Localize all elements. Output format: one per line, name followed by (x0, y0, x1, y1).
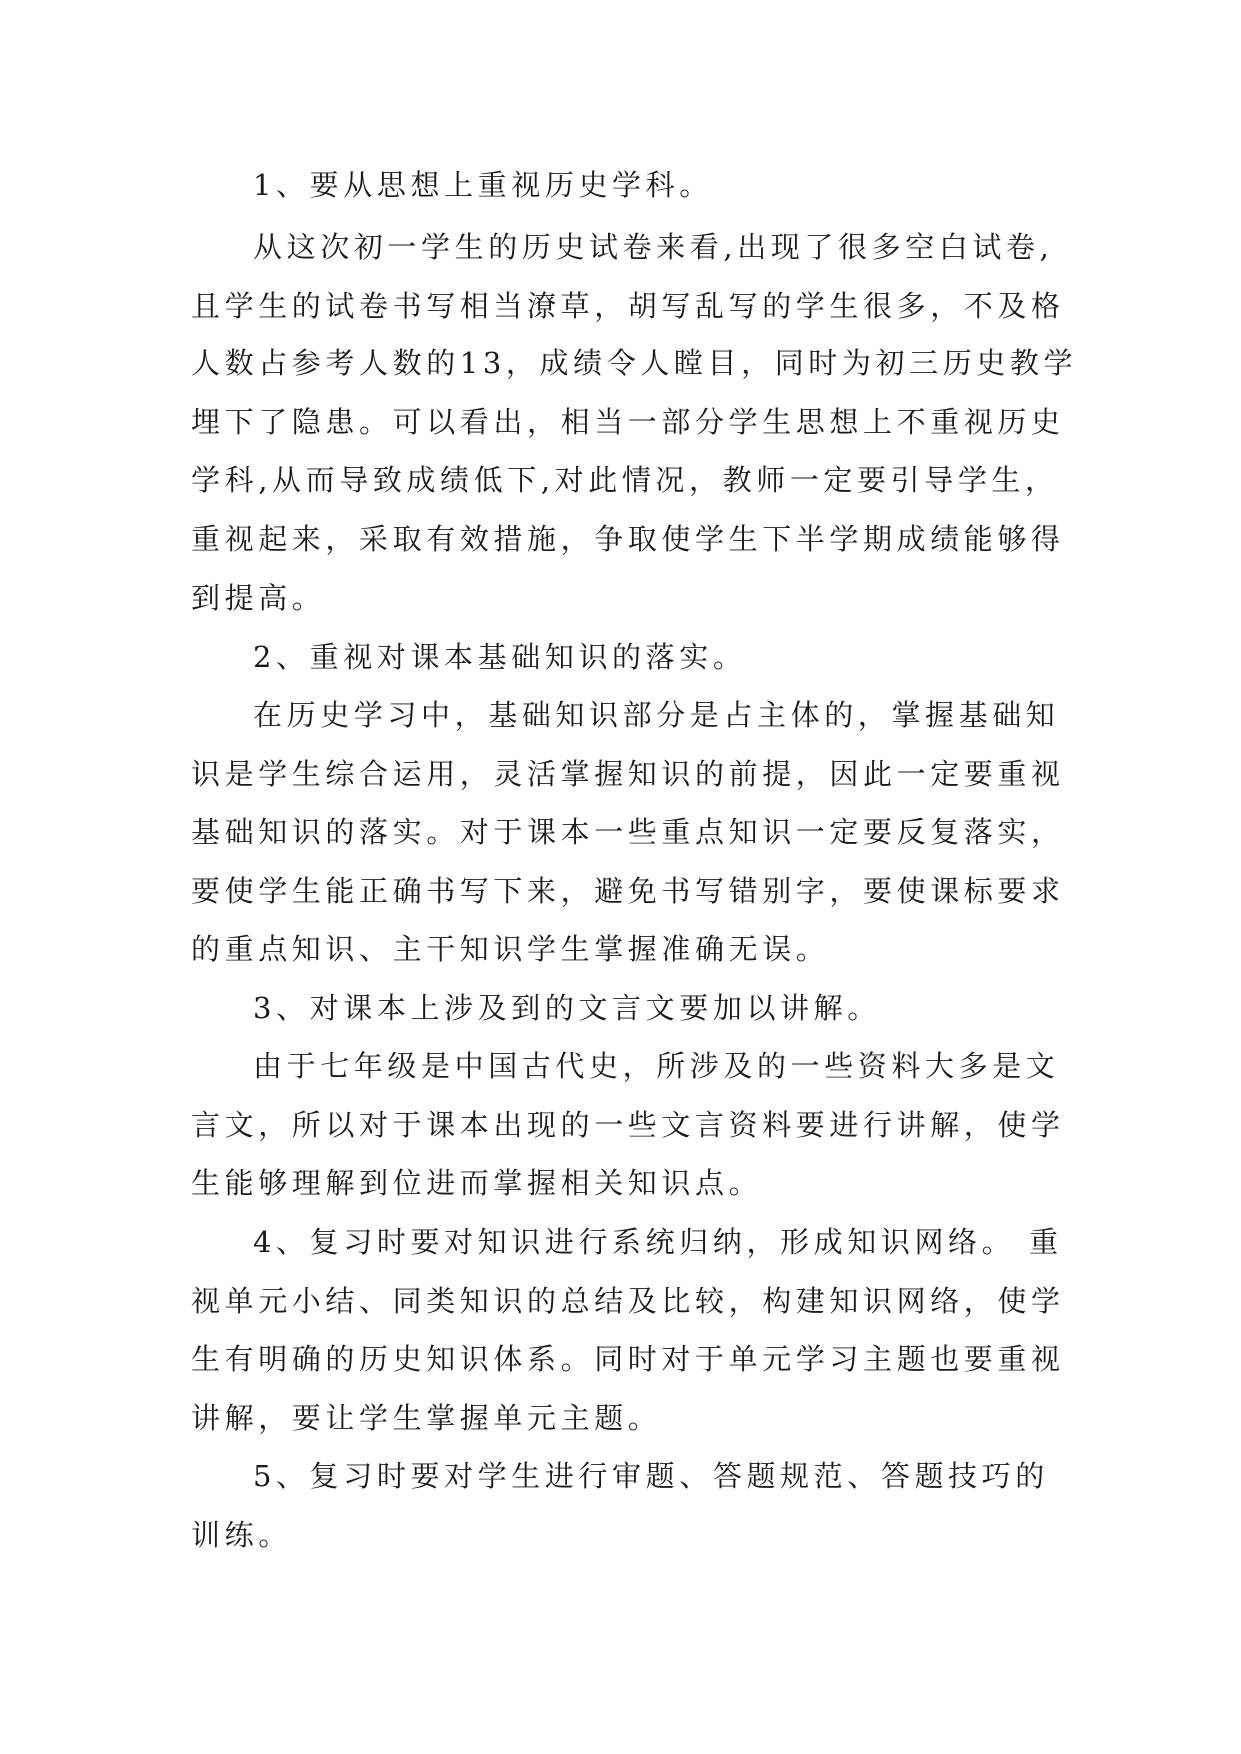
paragraph-line: 识是学生综合运用，灵活掌握知识的前提，因此一定要重视 (191, 757, 1065, 791)
paragraph-line: 重视起来，采取有效措施，争取使学生下半学期成绩能够得 (191, 522, 1065, 556)
heading-5: 5、复习时要对学生进行审题、答题规范、答题技巧的 (253, 1459, 1049, 1493)
paragraph-line: 讲解，要让学生掌握单元主题。 (191, 1401, 662, 1435)
paragraph-line: 训练。 (191, 1518, 292, 1552)
paragraph-line: 视单元小结、同类知识的总结及比较，构建知识网络，使学 (191, 1284, 1065, 1318)
heading-4: 4、复习时要对知识进行系统归纳，形成知识网络。 重 (253, 1225, 1063, 1259)
heading-3: 3、对课本上涉及到的文言文要加以讲解。 (253, 991, 881, 1025)
paragraph-line: 由于七年级是中国古代史，所涉及的一些资料大多是文 (253, 1049, 1060, 1083)
paragraph-line: 的重点知识、主干知识学生掌握准确无误。 (191, 932, 830, 966)
paragraph-line: 埋下了隐患。可以看出，相当一部分学生思想上不重视历史 (191, 405, 1065, 439)
paragraph-line: 生能够理解到位进而掌握相关知识点。 (191, 1166, 763, 1200)
paragraph-line: 人数占参考人数的13，成绩令人瞠目，同时为初三历史教学 (191, 346, 1078, 380)
paragraph-line: 生有明确的历史知识体系。同时对于单元学习主题也要重视 (191, 1342, 1065, 1376)
paragraph-line: 学科,从而导致成绩低下,对此情况，教师一定要引导学生， (191, 463, 1059, 497)
paragraph-line: 在历史学习中，基础知识部分是占主体的，掌握基础知 (253, 698, 1060, 732)
heading-1: 1、要从思想上重视历史学科。 (253, 168, 713, 202)
paragraph-line: 基础知识的落实。对于课本一些重点知识一定要反复落实， (191, 815, 1065, 849)
paragraph-line: 从这次初一学生的历史试卷来看,出现了很多空白试卷, (253, 230, 1054, 264)
paragraph-line: 到提高。 (191, 581, 326, 615)
paragraph-line: 要使学生能正确书写下来，避免书写错别字，要使课标要求 (191, 874, 1065, 908)
paragraph-line: 言文，所以对于课本出现的一些文言资料要进行讲解，使学 (191, 1108, 1065, 1142)
paragraph-line: 且学生的试卷书写相当潦草，胡写乱写的学生很多，不及格 (191, 289, 1065, 323)
heading-2: 2、重视对课本基础知识的落实。 (253, 640, 747, 674)
